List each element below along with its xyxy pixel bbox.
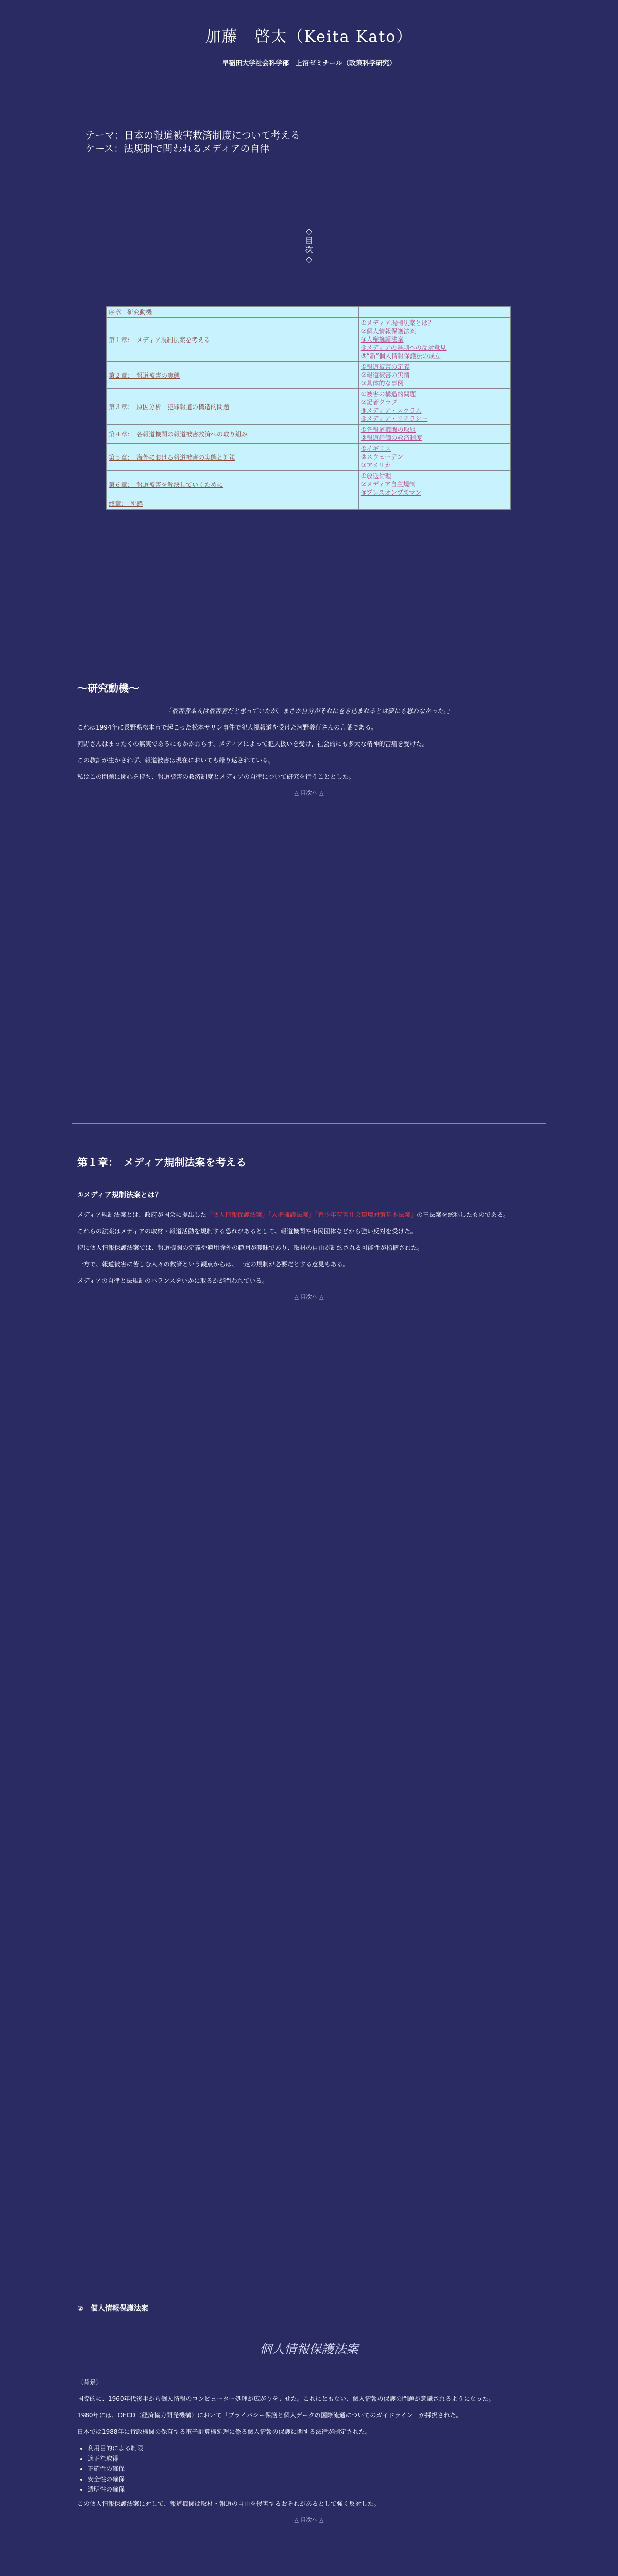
toc-row bbox=[107, 498, 511, 510]
toc-row bbox=[107, 318, 511, 362]
toc-sub-link[interactable]: ④メディアの過剰への反対意見 bbox=[360, 344, 447, 351]
list-item: • 透明性の確保 bbox=[88, 2485, 541, 2494]
section-privacy-bill bbox=[77, 2303, 541, 2532]
ch1-paragraph bbox=[77, 1210, 541, 1219]
toc-chapter-link[interactable]: 第２章： 報道被害の実態 bbox=[109, 371, 180, 379]
toc-chapter-link[interactable]: 終章： 所感 bbox=[109, 500, 143, 507]
toc-sub-link[interactable]: ③人権擁護法案 bbox=[360, 336, 404, 343]
ch1-paragraph: これらの法案はメディアの取材・報道活動を規制する恐れがあるとして、報道機関や市民団体などから強い反対を受けた。 bbox=[77, 1228, 417, 1235]
motive-heading: 〜研究動機〜 bbox=[77, 682, 139, 694]
toc-sub-cell bbox=[358, 444, 510, 471]
toc-chapter-cell bbox=[107, 307, 359, 318]
toc-title-char: 目 bbox=[305, 236, 313, 245]
toc-row bbox=[107, 471, 511, 498]
motive-paragraph: 河野さんはまったくの無実であるにもかかわらず、メディアによって犯人扱いを受け、社会的にも多大な精神的苦痛を受けた。 bbox=[77, 740, 428, 748]
toc-sub-link[interactable]: ④メディア・リテラシー bbox=[360, 415, 428, 422]
toc-title-char: 次 bbox=[305, 245, 313, 255]
list-item: • 適正な取得 bbox=[88, 2454, 541, 2463]
toc-sub-cell bbox=[358, 425, 510, 444]
section-divider bbox=[72, 1123, 546, 1124]
toc-sub-link[interactable]: ②報道被害の実情 bbox=[360, 371, 410, 379]
toc-chapter-cell bbox=[107, 318, 359, 362]
toc-sub-link[interactable]: ①報道被害の定義 bbox=[360, 363, 410, 370]
toc-chapter-cell bbox=[107, 362, 359, 389]
list-item: • 安全性の確保 bbox=[88, 2475, 541, 2484]
chapter1-heading: 第１章： メディア規制法案を考える bbox=[77, 1156, 247, 1168]
toc-chapter-cell bbox=[107, 389, 359, 425]
toc-sub-link[interactable]: ③具体的な事例 bbox=[360, 380, 404, 387]
toc-sub-link[interactable]: ①メディア規制法案とは？ bbox=[360, 319, 434, 327]
toc-chapter-link[interactable]: 序章 研究動機 bbox=[109, 309, 152, 316]
motive-paragraph: これは1994年に長野県松本市で起こった松本サリン事件で犯人視報道を受けた河野義行さんの言葉である。 bbox=[77, 724, 377, 731]
ch1-paragraph: 特に個人情報保護法案では、報道機関の定義や適用除外の範囲が曖昧であり、取材の自由が制約される可能性が指摘された。 bbox=[77, 1244, 424, 1251]
ch1-sub1-heading: ①メディア規制法案とは？ bbox=[77, 1191, 162, 1199]
toc-row bbox=[107, 444, 511, 471]
ch1-sub2-heading: ② 個人情報保護法案 bbox=[77, 2304, 148, 2313]
toc-sub-cell bbox=[358, 498, 510, 510]
toc-sub-link[interactable]: ①各報道機関の取組 bbox=[360, 426, 416, 433]
section-motive bbox=[77, 680, 541, 805]
toc-sub-link[interactable]: ②報道評価の救済制度 bbox=[360, 434, 422, 442]
list-item: • 正確性の確保 bbox=[88, 2464, 541, 2473]
theme-block bbox=[85, 129, 300, 156]
list-item: • 利用目的による制限 bbox=[88, 2444, 541, 2453]
toc-row bbox=[107, 425, 511, 444]
motive-paragraph: この教訓が生かされず、報道被害は現在においても繰り返されている。 bbox=[77, 757, 275, 764]
toc-chapter-link[interactable]: 第３章： 原因分析 犯罪報道の構造的問題 bbox=[109, 403, 230, 411]
affiliation: 早稲田大学社会科学部 上沼ゼミナール（政策科学研究） bbox=[222, 60, 396, 67]
back-to-toc-link[interactable]: △ 目次へ △ bbox=[294, 2517, 324, 2523]
theme-line: テーマ：日本の報道被害救済制度について考える bbox=[85, 130, 300, 141]
toc-sub-cell bbox=[358, 307, 510, 318]
toc-row bbox=[107, 362, 511, 389]
ch1-p1-rest: の三法案を総称したものである。 bbox=[417, 1211, 510, 1218]
principles-list bbox=[88, 2444, 541, 2494]
toc-sub-cell bbox=[358, 318, 510, 362]
toc-sub-link[interactable]: ②スウェーデン bbox=[360, 453, 403, 461]
toc-row bbox=[107, 389, 511, 425]
toc-sub-cell bbox=[358, 389, 510, 425]
toc-sub-link[interactable]: ⑤“新”個人情報保護法の成立 bbox=[360, 352, 441, 360]
toc-chapter-link[interactable]: 第４章： 各報道機関の報道被害救済への取り組み bbox=[109, 430, 248, 438]
toc-sub-link[interactable]: ③プレスオンブズマン bbox=[360, 489, 421, 496]
toc-sub-link[interactable]: ①放送倫理 bbox=[360, 472, 391, 480]
toc-sub-cell bbox=[358, 471, 510, 498]
ch1-p1-highlight: 「個人情報保護法案」「人権擁護法案」「青少年有害社会環境対策基本法案」 bbox=[207, 1211, 417, 1218]
toc-sub-link[interactable]: ①被害の構造的問題 bbox=[360, 391, 416, 398]
toc-chapter-link[interactable]: 第１章： メディア規制法案を考える bbox=[109, 336, 211, 344]
background-label: 〈背景〉 bbox=[77, 2379, 102, 2386]
toc-title-char: ◇ bbox=[306, 227, 312, 236]
toc-sub-link[interactable]: ②メディア自主規制 bbox=[360, 481, 416, 488]
table-of-contents bbox=[106, 306, 511, 510]
toc-chapter-cell bbox=[107, 425, 359, 444]
toc-chapter-cell bbox=[107, 498, 359, 510]
ch1-paragraph: メディアの自律と法規制のバランスをいかに取るかが問われている。 bbox=[77, 1277, 268, 1284]
motive-quote: 「被害者本人は被害者だと思っていたが、まさか自分がそれに巻き込まれるとは夢にも思わなかった。」 bbox=[165, 707, 453, 715]
toc-chapter-link[interactable]: 第６章： 報道被害を解決していくために bbox=[109, 481, 224, 488]
toc-chapter-cell bbox=[107, 444, 359, 471]
case-line: ケース：法規制で問われるメディアの自律 bbox=[85, 143, 270, 155]
section-ch1 bbox=[77, 1154, 541, 1309]
ch1-p1-plain: メディア規制法案とは、政府が国会に提出した bbox=[77, 1211, 207, 1218]
toc-sub-link[interactable]: ③アメリカ bbox=[360, 462, 391, 469]
page-header bbox=[0, 0, 618, 67]
toc-sub-link[interactable]: ③メディア・スクラム bbox=[360, 407, 422, 414]
back-to-toc-link[interactable]: △ 目次へ △ bbox=[294, 790, 324, 796]
ch1-paragraph: 一方で、報道被害に苦しむ人々の救済という観点からは、一定の規制が必要だとする意見もある。 bbox=[77, 1261, 349, 1268]
privacy-paragraph: この個人情報保護法案に対して、報道機関は取材・報道の自由を侵害するおそれがあるとして強く反対した。 bbox=[77, 2500, 380, 2507]
author-name: 加藤 啓太（Keita Kato） bbox=[205, 28, 413, 46]
toc-chapter-link[interactable]: 第５章： 海外における報道被害の実態と対策 bbox=[109, 453, 236, 461]
toc-sub-link[interactable]: ①イギリス bbox=[360, 445, 391, 452]
privacy-paragraph: 国際的に、1960年代後半から個人情報のコンピューター処理が広がりを見せた。これにともない、個人情報の保護の問題が意識されるようになった。 bbox=[77, 2395, 495, 2402]
toc-title bbox=[0, 227, 618, 264]
toc-sub-cell bbox=[358, 362, 510, 389]
privacy-paragraph: 1980年には、OECD（経済協力開発機構）において「プライバシー保護と個人データの国際流通についてのガイドライン」が採択された。 bbox=[77, 2412, 462, 2419]
privacy-bill-title: 個人情報保護法案 bbox=[260, 2342, 358, 2357]
toc-sub-link[interactable]: ②記者クラブ bbox=[360, 399, 398, 406]
privacy-paragraph: 日本では1988年に行政機関の保有する電子計算機処理に係る個人情報の保護に関する法律が制定された。 bbox=[77, 2428, 371, 2435]
motive-paragraph: 私はこの問題に関心を持ち、報道被害の救済制度とメディアの自律について研究を行うこととした。 bbox=[77, 773, 355, 781]
toc-sub-link[interactable]: ②個人情報保護法案 bbox=[360, 328, 416, 335]
toc-chapter-cell bbox=[107, 471, 359, 498]
toc-row bbox=[107, 307, 511, 318]
toc-title-char: ◇ bbox=[306, 255, 312, 264]
back-to-toc-link[interactable]: △ 目次へ △ bbox=[294, 1294, 324, 1300]
